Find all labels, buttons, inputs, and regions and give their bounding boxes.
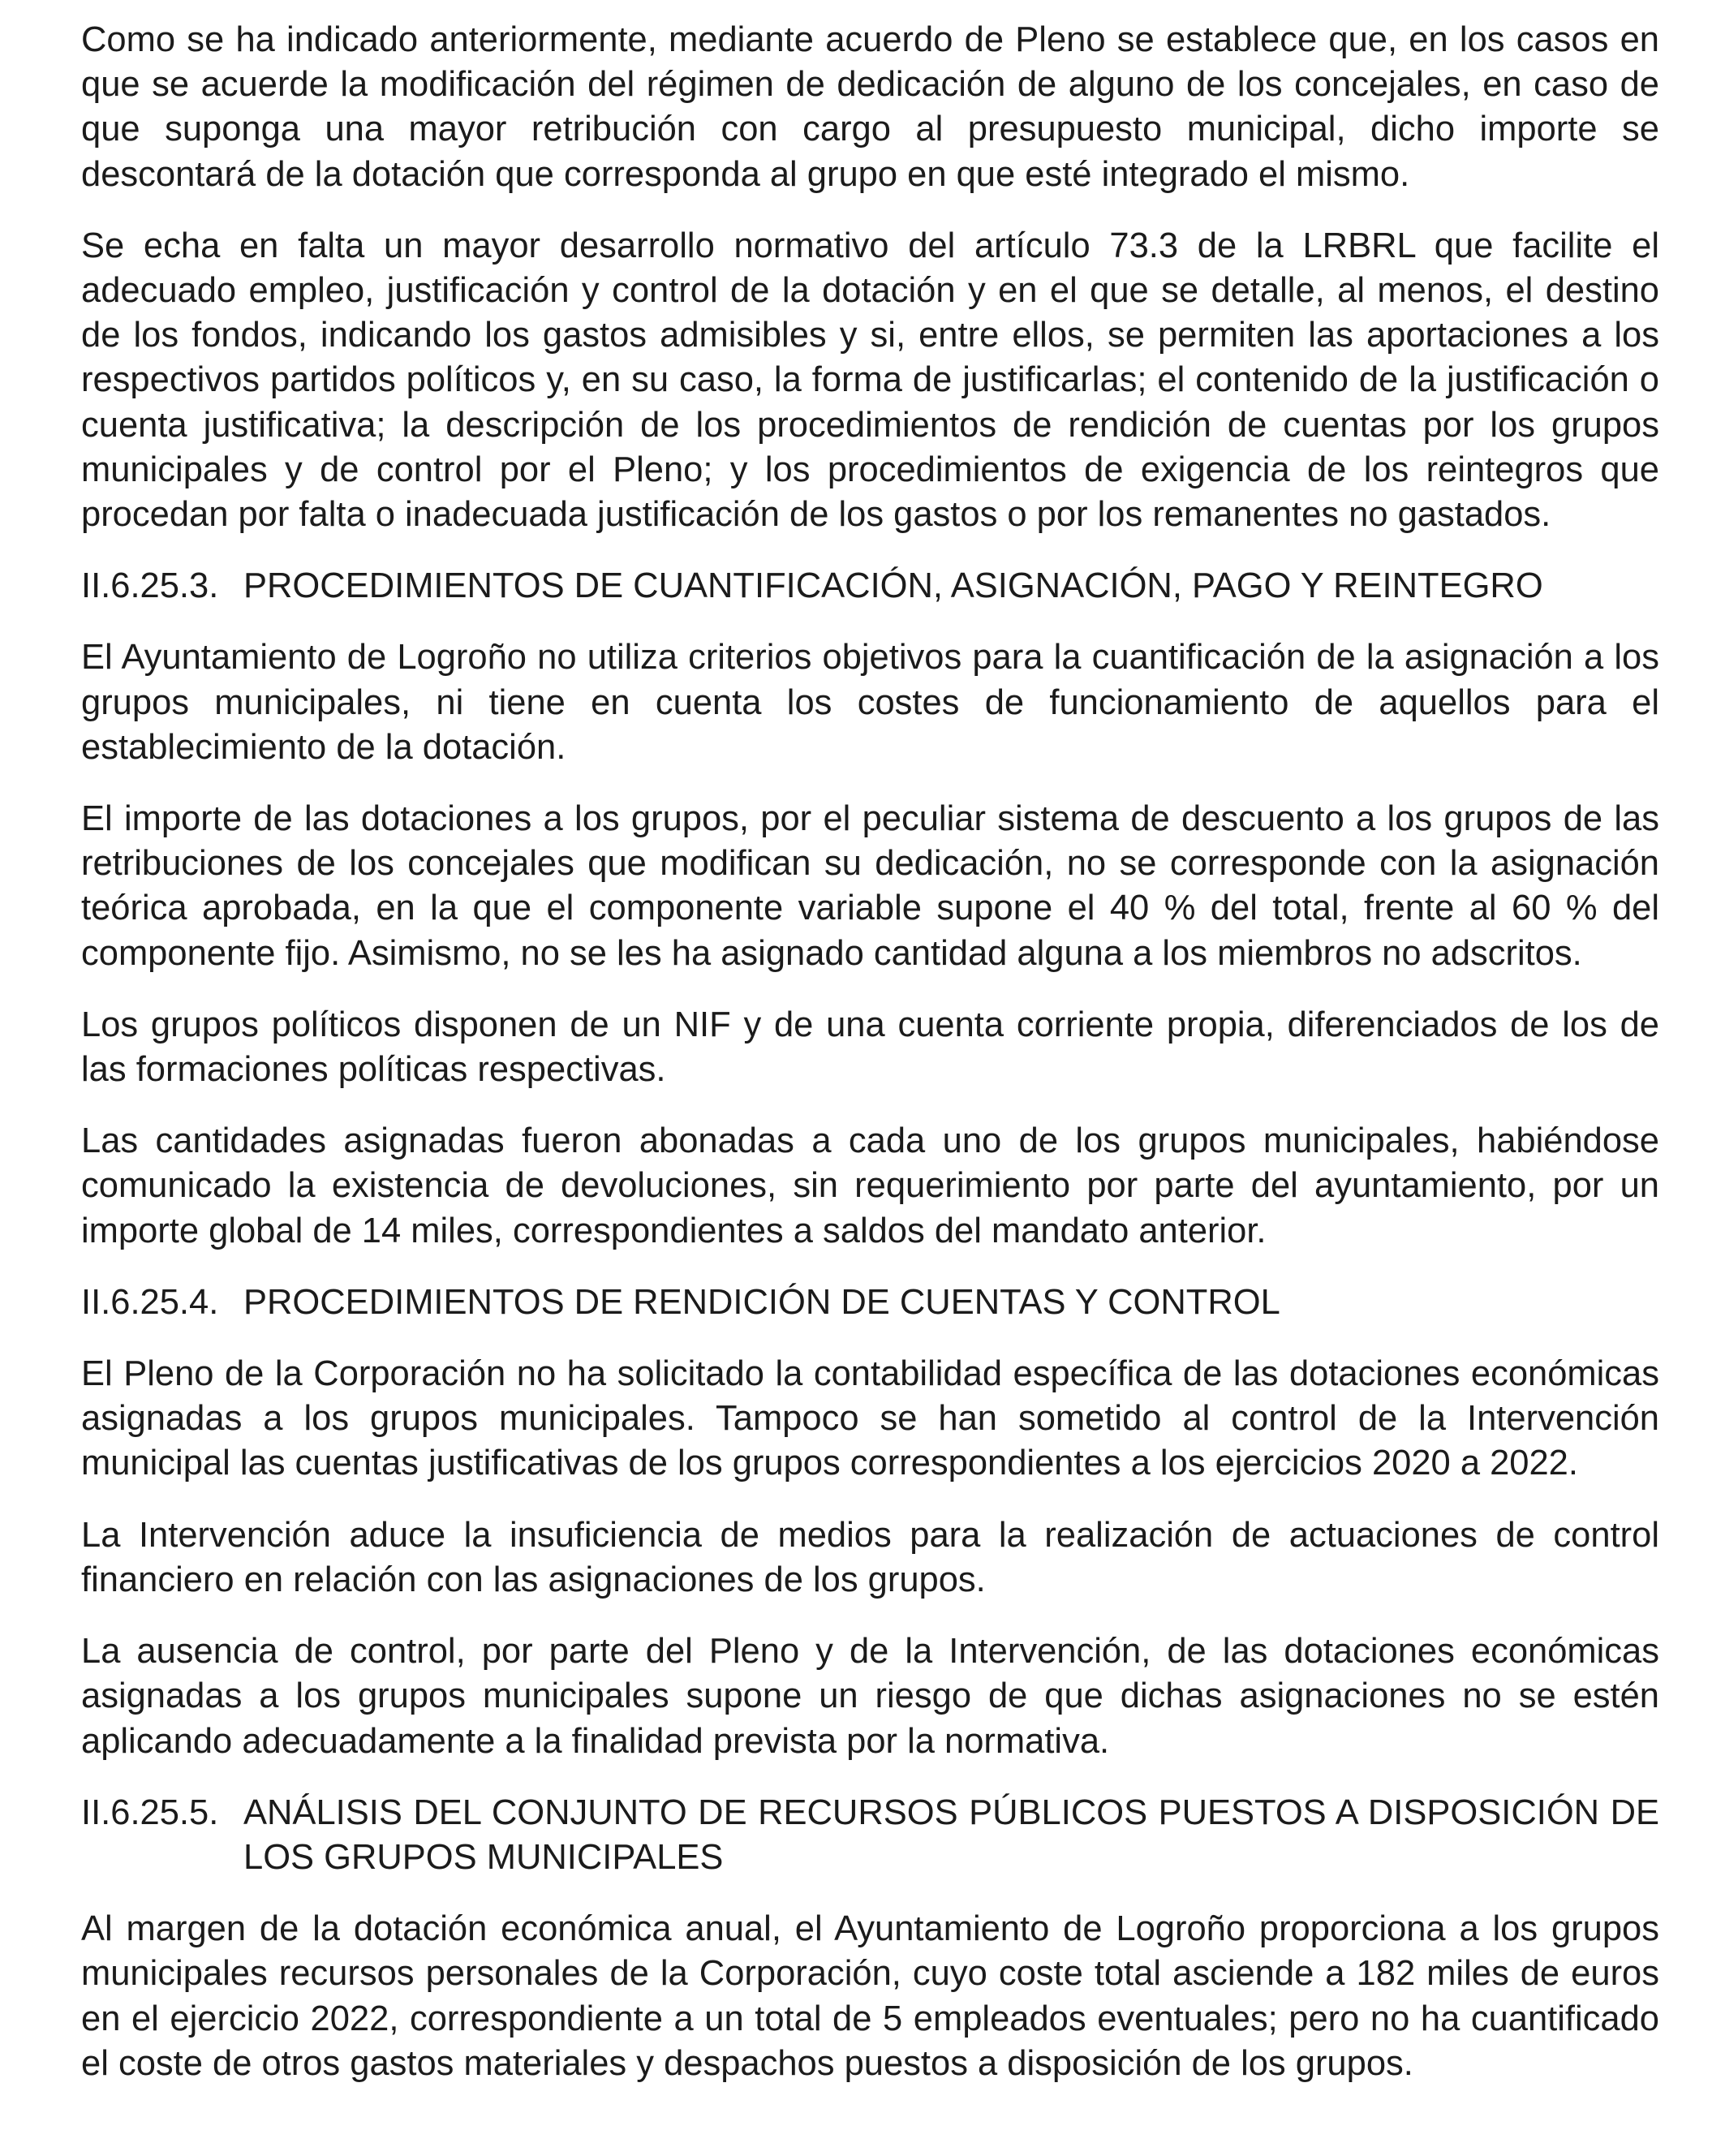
paragraph-personnel-resources: Al margen de la dotación económica anual, el Ayuntamiento de Logroño proporciona a los grupos municipales recursos personales de la Corporación, cuyo coste total asciende a 182 miles de euros en el ejercicio 2022, correspondiente a un total de 5 empleados eventuales; pero no ha cuantificado el coste de otros gastos materiales y despachos puestos a disposición de los grupos.: [81, 1909, 1659, 2083]
paragraph-refunds: Las cantidades asignadas fueron abonadas a cada uno de los grupos municipales, habiéndose comunicado la existencia de devoluciones, sin requerimiento por parte del ayuntamiento, por un importe global de 14 miles, correspondientes a saldos del mandato anterior.: [81, 1121, 1659, 1250]
section-heading-accountability: [81, 1280, 1659, 1325]
paragraph-insufficient-means: La Intervención aduce la insuficiencia de medios para la realización de actuaciones de control financiero en relación con las asignaciones de los grupos.: [81, 1515, 1659, 1599]
section-title: PROCEDIMIENTOS DE RENDICIÓN DE CUENTAS Y CONTROL: [243, 1282, 1280, 1322]
paragraph-normative-development: Se echa en falta un mayor desarrollo normativo del artículo 73.3 de la LRBRL que facilite el adecuado empleo, justificación y control de la dotación y en el que se detalle, al menos, el destino de los fondos, indicando los gastos admisibles y si, entre ellos, se permiten las aportaciones a los respectivos partidos políticos y, en su caso, la forma de justificarlas; el contenido de la justificación o cuenta justificativa; la descripción de los procedimientos de rendición de cuentas por los grupos municipales y de control por el Pleno; y los procedimientos de exigencia de los reintegros que procedan por falta o inadecuada justificación de los gastos o por los remanentes no gastados.: [81, 226, 1659, 535]
section-number: II.6.25.4.: [81, 1282, 219, 1322]
paragraph-objective-criteria: El Ayuntamiento de Logroño no utiliza criterios objetivos para la cuantificación de la asignación a los grupos municipales, ni tiene en cuenta los costes de funcionamiento de aquellos para el establecimiento de la dotación.: [81, 638, 1659, 767]
paragraph-pleno-agreement: Como se ha indicado anteriormente, mediante acuerdo de Pleno se establece que, en los casos en que se acuerde la modificación del régimen de dedicación de alguno de los concejales, en caso de que suponga una mayor retribución con cargo al presupuesto municipal, dicho importe se descontará de la dotación que corresponda al grupo en que esté integrado el mismo.: [81, 20, 1659, 194]
paragraph-control-risk: La ausencia de control, por parte del Pleno y de la Intervención, de las dotaciones económicas asignadas a los grupos municipales supone un riesgo de que dichas asignaciones no se estén aplicando adecuadamente a la finalidad prevista por la normativa.: [81, 1632, 1659, 1761]
section-heading-quantification: [81, 564, 1659, 609]
section-number: II.6.25.3.: [81, 566, 219, 606]
paragraph-allocation-amounts: El importe de las dotaciones a los grupos, por el peculiar sistema de descuento a los grupos de las retribuciones de los concejales que modifican su dedicación, no se corresponde con la asignación teórica aprobada, en la que el componente variable supone el 40 % del total, frente al 60 % del componente fijo. Asimismo, no se les ha asignado cantidad alguna a los miembros no adscritos.: [81, 799, 1659, 973]
paragraph-specific-accounting: El Pleno de la Corporación no ha solicitado la contabilidad específica de las dotaciones económicas asignadas a los grupos municipales. Tampoco se han sometido al control de la Intervención municipal las cuentas justificativas de los grupos correspondientes a los ejercicios 2020 a 2022.: [81, 1354, 1659, 1483]
document-page: [81, 18, 1659, 2113]
paragraph-nif-accounts: Los grupos políticos disponen de un NIF y de una cuenta corriente propia, diferenciados de los de las formaciones políticas respectivas.: [81, 1005, 1659, 1090]
section-number: II.6.25.5.: [81, 1792, 219, 1832]
section-title: ANÁLISIS DEL CONJUNTO DE RECURSOS PÚBLICOS PUESTOS A DISPOSICIÓN DE LOS GRUPOS MUNICIPALES: [243, 1792, 1659, 1877]
section-heading-public-resources: [81, 1791, 1659, 1880]
section-title: PROCEDIMIENTOS DE CUANTIFICACIÓN, ASIGNACIÓN, PAGO Y REINTEGRO: [243, 566, 1543, 606]
